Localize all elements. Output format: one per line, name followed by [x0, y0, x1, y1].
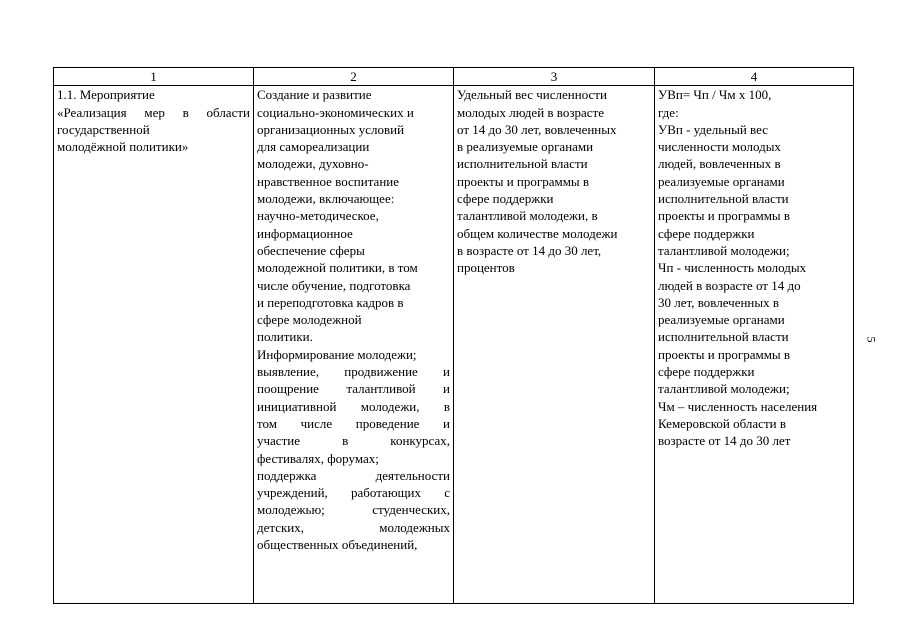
table-row [54, 86, 854, 604]
text-line: Создание и развитие [257, 87, 372, 103]
text-line: в реализуемые органами [457, 139, 594, 155]
column-header-2: 2 [254, 68, 454, 86]
text-line: талантливой молодежи; [658, 381, 790, 397]
text-line: реализуемые органами [658, 312, 785, 328]
text-line: информационное [257, 225, 353, 241]
table-header-row [54, 68, 854, 86]
text-line: УВп= Чп / Чм x 100, [658, 87, 772, 103]
text-line: участие в конкурсах, [257, 433, 450, 449]
text-line: общественных объединений, [257, 537, 418, 553]
text-line: людей в возрасте от 14 до [658, 277, 801, 293]
text-line: процентов [457, 260, 515, 276]
column-header-3: 3 [454, 68, 655, 86]
text-line: проекты и программы в [658, 346, 791, 362]
cell-indicator-name [454, 86, 655, 604]
text-line: молодых людей в возрасте [457, 104, 604, 120]
text-line: талантливой молодежи, в [457, 208, 598, 224]
text-line: политики. [257, 329, 313, 345]
text-line: общем количестве молодежи [457, 225, 618, 241]
text-line: том числе проведение и [257, 415, 450, 431]
text-line: социально-экономических и [257, 104, 414, 120]
column-header-4: 4 [655, 68, 854, 86]
text-line: проекты и программы в [457, 173, 590, 189]
text-line: научно-методическое, [257, 208, 379, 224]
text-line: поощрение талантливой и [257, 381, 450, 397]
text-line: обеспечение сферы [257, 242, 365, 258]
text-line: талантливой молодежи; [658, 242, 790, 258]
text-line: Чм – численность населения [658, 398, 818, 414]
column-header-1: 1 [54, 68, 254, 86]
text-line: реализуемые органами [658, 173, 785, 189]
text-line: исполнительной власти [658, 191, 789, 207]
cell-indicator-formula [655, 86, 854, 604]
text-line: молодёжной политики» [57, 139, 189, 155]
text-line: Чп - численность молодых [658, 260, 807, 276]
text-line: молодежи, включающее: [257, 191, 395, 207]
text-line: и переподготовка кадров в [257, 294, 404, 310]
text-line: сфере молодежной [257, 312, 362, 328]
text-line: УВп - удельный вес [658, 121, 768, 137]
text-line: инициативной молодежи, в [257, 398, 450, 414]
text-line: выявление, продвижение и [257, 364, 450, 380]
page-number: 5 [864, 336, 879, 343]
text-line: проекты и программы в [658, 208, 791, 224]
text-line: от 14 до 30 лет, вовлеченных [457, 121, 617, 137]
text-line: в возрасте от 14 до 30 лет, [457, 242, 602, 258]
text-line: Кемеровской области в [658, 415, 786, 431]
text-line: детских, молодежных [257, 519, 450, 535]
text-line: численности молодых [658, 139, 781, 155]
text-line: числе обучение, подготовка [257, 277, 411, 293]
text-line: сфере поддержки [457, 191, 554, 207]
measures-table [53, 67, 854, 604]
text-line: 30 лет, вовлеченных в [658, 294, 780, 310]
text-line: поддержка деятельности [257, 467, 450, 483]
text-line: исполнительной власти [457, 156, 588, 172]
text-line: исполнительной власти [658, 329, 789, 345]
text-line: где: [658, 104, 679, 120]
text-line: 1.1. Мероприятие [57, 87, 155, 103]
text-line: нравственное воспитание [257, 173, 400, 189]
text-line: учреждений, работающих с [257, 485, 450, 501]
text-line: людей, вовлеченных в [658, 156, 781, 172]
text-line: сфере поддержки [658, 364, 755, 380]
text-line: сфере поддержки [658, 225, 755, 241]
text-line: Информирование молодежи; [257, 346, 417, 362]
text-line: молодежью; студенческих, [257, 502, 450, 518]
text-line: организационных условий [257, 121, 405, 137]
text-line: «Реализация мер в области [57, 104, 250, 120]
text-line: фестивалях, форумах; [257, 450, 379, 466]
text-line: Удельный вес численности [457, 87, 607, 103]
cell-event-content [254, 86, 454, 604]
text-line: возрасте от 14 до 30 лет [658, 433, 791, 449]
text-line: молодежи, духовно- [257, 156, 369, 172]
text-line: для самореализации [257, 139, 370, 155]
cell-event-name [54, 86, 254, 604]
text-line: молодежной политики, в том [257, 260, 418, 276]
text-line: государственной [57, 121, 150, 137]
